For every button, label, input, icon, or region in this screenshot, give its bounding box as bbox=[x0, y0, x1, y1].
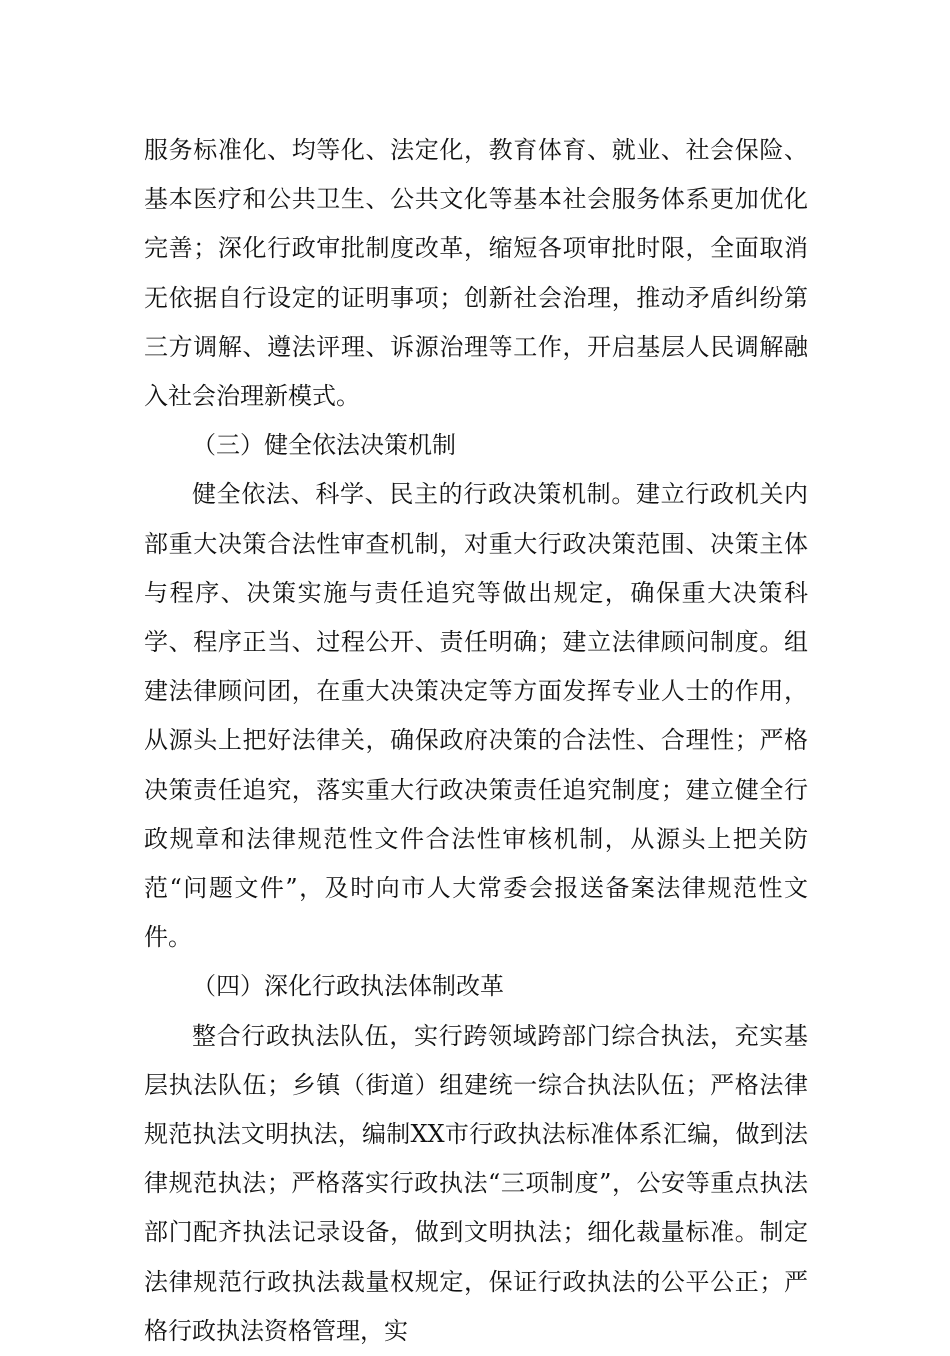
paragraph-decision-mechanism: 健全依法、科学、民主的行政决策机制。建立行政机关内部重大决策合法性审查机制，对重大行政决策范围、决策主体与程序、决策实施与责任追究等做出规定，确保重大决策科学、程序正当、过程公开、责任明确；建立法律顾问制度。组建法律顾问团，在重大决策决定等方面发挥专业人士的作用，从源头上把好法律关，确保政府决策的合法性、合理性；严格决策责任追究，落实重大行政决策责任追究制度；建立健全行政规章和法律规范性文件合法性审核机制，从源头上把关防范“问题文件”，及时向市人大常委会报送备案法律规范性文件。 bbox=[144, 480, 808, 952]
document-body bbox=[144, 126, 808, 1356]
paragraph-public-services: 服务标准化、均等化、法定化，教育体育、就业、社会保险、基本医疗和公共卫生、公共文化等基本社会服务体系更加优化完善；深化行政审批制度改革，缩短各项审批时限，全面取消无依据自行设定的证明事项；创新社会治理，推动矛盾纠纷第三方调解、遵法评理、诉源治理等工作，开启基层人民调解融入社会治理新模式。 bbox=[144, 136, 808, 411]
paragraph-enforcement-reform: 整合行政执法队伍，实行跨领域跨部门综合执法，充实基层执法队伍；乡镇（街道）组建统一综合执法队伍；严格法律规范执法文明执法，编制XX市行政执法标准体系汇编，做到法律规范执法；严格落实行政执法“三项制度”，公安等重点执法部门配齐执法记录设备，做到文明执法；细化裁量标准。制定法律规范行政执法裁量权规定，保证行政执法的公平公正；严格行政执法资格管理，实 bbox=[144, 1021, 808, 1345]
section-heading-decision-mechanism: （三）健全依法决策机制 bbox=[192, 431, 456, 460]
section-heading-enforcement-reform: （四）深化行政执法体制改革 bbox=[192, 972, 504, 1001]
